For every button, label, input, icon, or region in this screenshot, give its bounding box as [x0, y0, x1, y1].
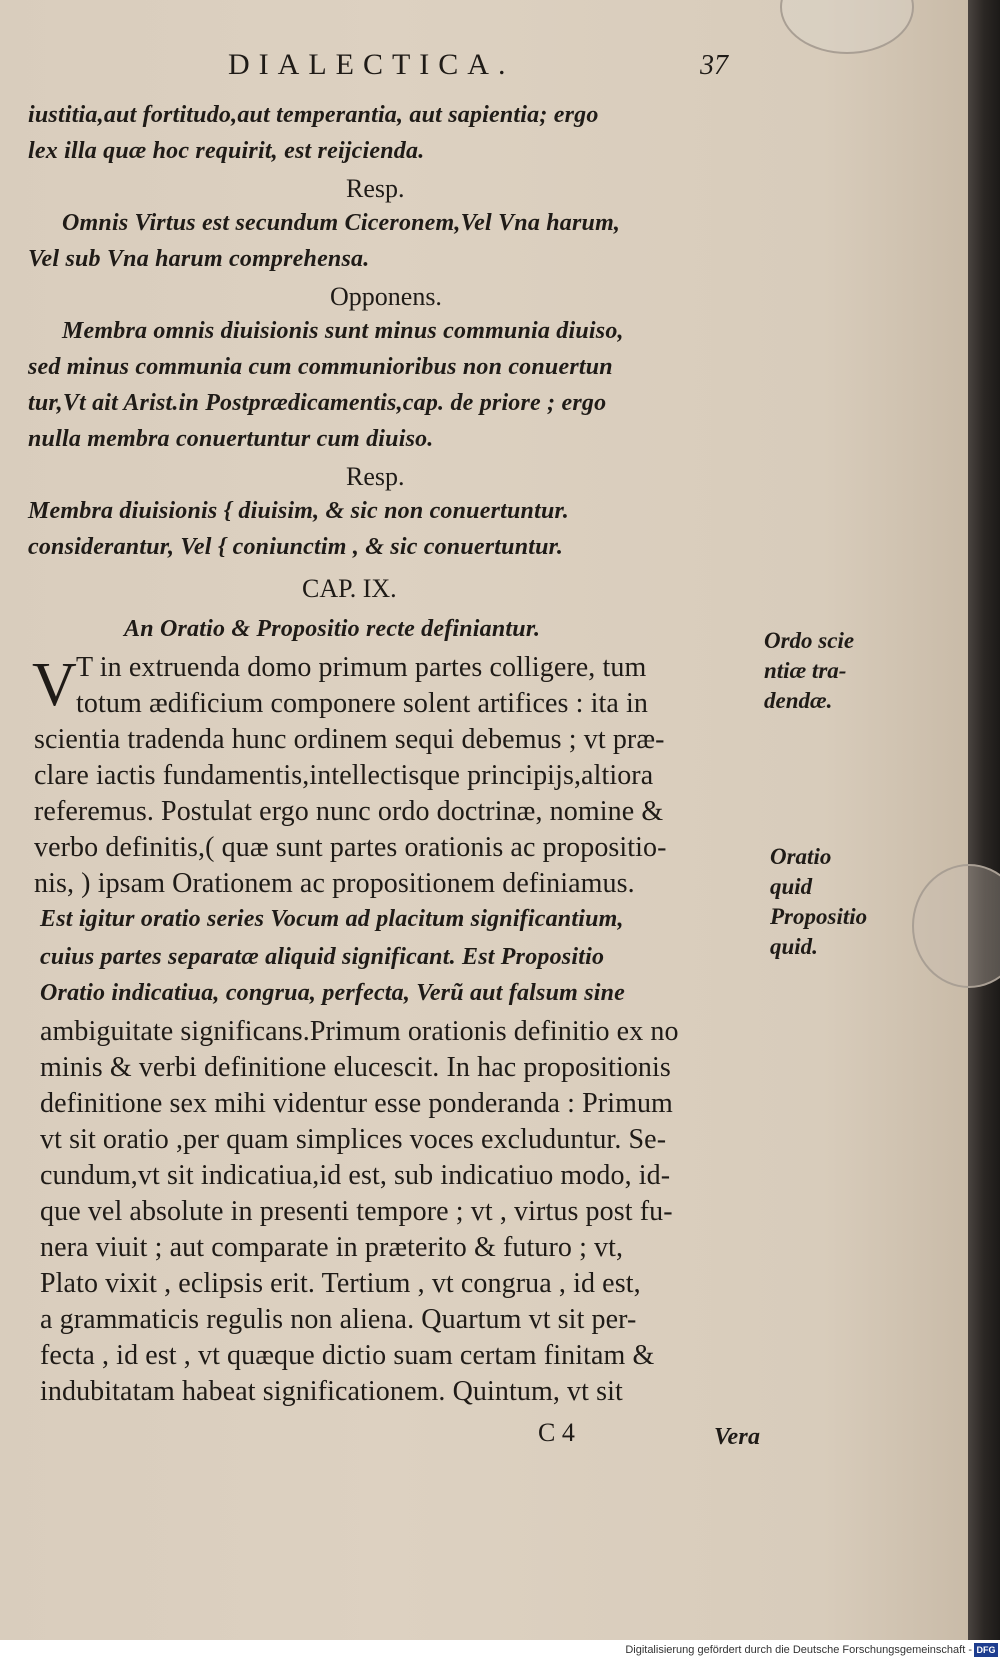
body-line: scientia tradenda hunc ordinem sequi debemus ; vt præ- — [34, 724, 665, 755]
dfg-logo: DFG — [974, 1643, 998, 1657]
text-line: Omnis Virtus est secundum Ciceronem,Vel Vna harum, — [62, 210, 621, 236]
running-head: DIALECTICA. — [228, 48, 515, 81]
marginal-note-ordo: Ordo scie ntiæ tra- dendæ. — [764, 628, 855, 713]
drop-cap: V — [32, 651, 77, 719]
body-line: a grammaticis regulis non aliena. Quartum vt sit per- — [40, 1304, 637, 1335]
marginal-note-oratio: Oratio quid Propositio quid. — [770, 844, 868, 959]
body-line: T in extruenda domo primum partes colligere, tum — [76, 652, 647, 683]
glass-clip-top — [780, 0, 914, 54]
body-line: minis & verbi definitione elucescit. In hac propositionis — [40, 1052, 671, 1083]
footer-bar — [0, 1640, 1000, 1662]
body-line: definitione sex mihi videntur esse ponderanda : Primum — [40, 1088, 673, 1119]
body-line: cuius partes separatæ aliquid significant. Est Propositio — [40, 944, 605, 970]
footer-credit: Digitalisierung gefördert durch die Deutsche Forschungsgemeinschaft - — [625, 1644, 972, 1656]
chapter-heading: CAP. IX. — [302, 574, 397, 603]
text-line: sed minus communia cum communioribus non conuertun — [28, 354, 613, 380]
text-line: Membra diuisionis { diuisim, & sic non conuertuntur. — [28, 498, 569, 524]
body-line: cundum,vt sit indicatiua,id est, sub indicatiuo modo, id- — [40, 1160, 671, 1191]
body-line: nis, ) ipsam Orationem ac propositionem definiamus. — [34, 868, 635, 899]
catchword: Vera — [714, 1424, 761, 1450]
body-line: totum ædificium componere solent artifices : ita in — [76, 688, 648, 719]
body-line: Plato vixit , eclipsis erit. Tertium , vt congrua , id est, — [40, 1268, 641, 1299]
body-line: verbo definitis,( quæ sunt partes orationis ac propositio- — [34, 832, 667, 863]
body-line: vt sit oratio ,per quam simplices voces excluduntur. Se- — [40, 1124, 667, 1155]
resp-heading: Resp. — [346, 174, 405, 203]
text-line: tur,Vt ait Arist.in Postprædicamentis,cap. de priore ; ergo — [28, 390, 607, 416]
resp-heading: Resp. — [346, 462, 405, 491]
opponens-heading: Opponens. — [330, 282, 442, 311]
body-line: clare iactis fundamentis,intellectisque principijs,altiora — [34, 760, 654, 791]
page-edge-shadow — [968, 0, 1000, 1640]
page-number: 37 — [700, 50, 728, 81]
body-line: Oratio indicatiua, congrua, perfecta, Verũ aut falsum sine — [40, 980, 625, 1006]
text-line: Membra omnis diuisionis sunt minus communia diuiso, — [62, 318, 624, 344]
body-line: indubitatam habeat significationem. Quintum, vt sit — [40, 1376, 623, 1407]
body-line: referemus. Postulat ergo nunc ordo doctrinæ, nomine & — [34, 796, 664, 827]
text-line: lex illa quæ hoc requirit, est reijcienda. — [28, 138, 425, 164]
body-line: ambiguitate significans.Primum orationis definitio ex no — [40, 1016, 679, 1047]
body-line: Est igitur oratio series Vocum ad placitum significantium, — [40, 906, 624, 932]
text-line: nulla membra conuertuntur cum diuiso. — [28, 426, 434, 452]
chapter-title: An Oratio & Propositio recte definiantur. — [124, 616, 541, 642]
text-line: Vel sub Vna harum comprehensa. — [28, 246, 370, 272]
text-line: considerantur, Vel { coniunctim , & sic conuertuntur. — [28, 534, 564, 560]
signature-mark: C 4 — [538, 1418, 575, 1447]
text-line: iustitia,aut fortitudo,aut temperantia, aut sapientia; ergo — [28, 102, 599, 128]
body-line: nera viuit ; aut comparate in præterito & futuro ; vt, — [40, 1232, 624, 1263]
body-line: que vel absolute in presenti tempore ; vt , virtus post fu- — [40, 1196, 673, 1227]
body-line: fecta , id est , vt quæque dictio suam certam finitam & — [40, 1340, 655, 1371]
